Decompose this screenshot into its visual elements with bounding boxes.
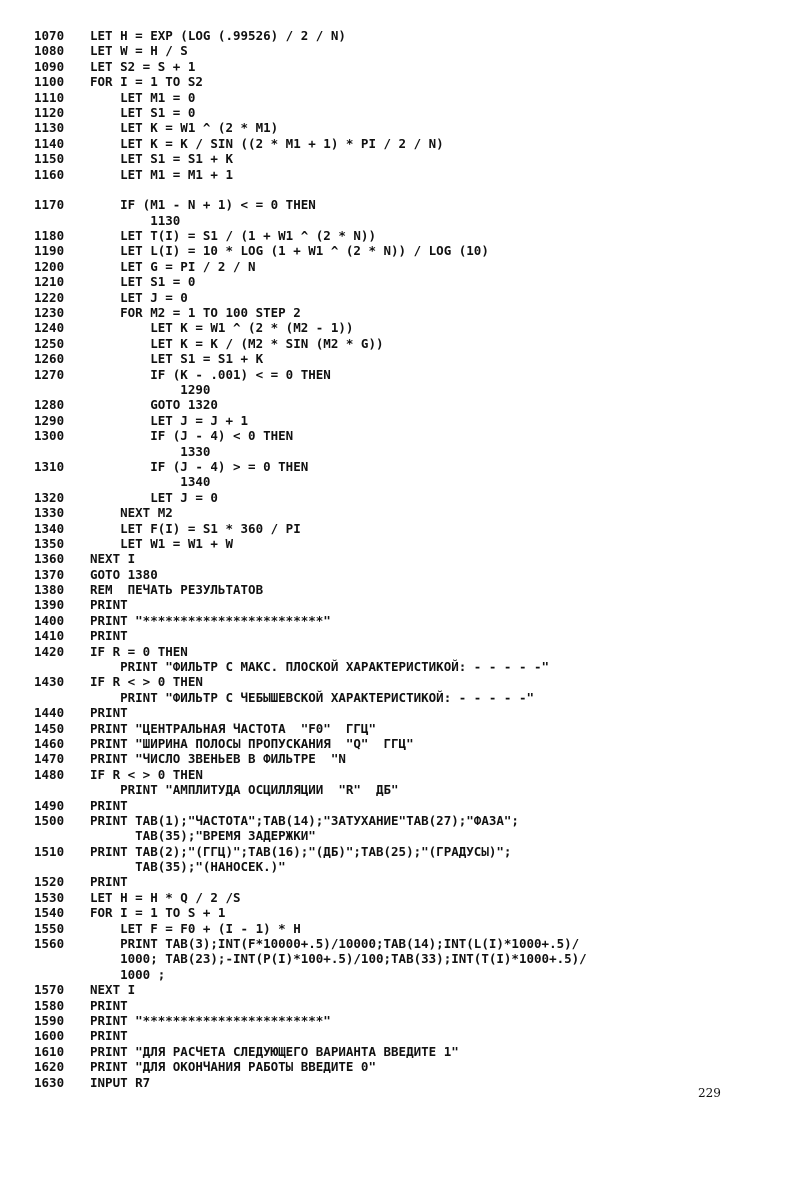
line-number: 1230 — [34, 305, 65, 321]
line-number: 1540 — [34, 905, 65, 921]
line-number: 1530 — [34, 889, 65, 905]
code-line — [34, 90, 774, 105]
line-number: 1400 — [34, 612, 65, 628]
code-line — [34, 982, 774, 997]
line-code: PRINT "************************" — [90, 612, 331, 628]
code-line — [34, 967, 774, 982]
code-line — [34, 444, 774, 459]
code-line — [34, 136, 774, 151]
line-code: INPUT R7 — [90, 1074, 151, 1090]
code-line — [34, 782, 774, 797]
line-number: 1380 — [34, 582, 65, 598]
code-line — [34, 551, 774, 566]
line-number: 1340 — [34, 520, 65, 536]
line-number: 1250 — [34, 335, 65, 351]
line-code: LET J = 0 — [90, 489, 218, 505]
line-code: IF R = 0 THEN — [90, 643, 188, 659]
line-code: IF R < > 0 THEN — [90, 766, 203, 782]
code-line — [34, 259, 774, 274]
code-line — [34, 382, 774, 397]
line-code: LET G = PI / 2 / N — [90, 258, 256, 274]
line-number: 1220 — [34, 289, 65, 305]
line-code: LET K = W1 ^ (2 * (M2 - 1)) — [90, 320, 354, 336]
code-line — [34, 413, 774, 428]
line-code: LET W = H / S — [90, 43, 188, 59]
line-number: 1310 — [34, 458, 65, 474]
page-number: 229 — [698, 1086, 721, 1100]
code-line — [34, 1028, 774, 1043]
code-line — [34, 859, 774, 874]
line-code: LET F = F0 + (I - 1) * H — [90, 920, 301, 936]
line-code: FOR I = 1 TO S2 — [90, 74, 203, 90]
line-number: 1370 — [34, 566, 65, 582]
line-code: PRINT "ДЛЯ РАСЧЕТА СЛЕДУЮЩЕГО ВАРИАНТА ВВЕДИТЕ 1" — [90, 1043, 459, 1059]
code-line — [34, 659, 774, 674]
line-number: 1330 — [34, 505, 65, 521]
line-number: 1300 — [34, 428, 65, 444]
line-code: LET T(I) = S1 / (1 + W1 ^ (2 * N)) — [90, 228, 376, 244]
line-code: PRINT "ШИРИНА ПОЛОСЫ ПРОПУСКАНИЯ "Q" ГГЦ" — [90, 735, 414, 751]
line-code: LET S1 = 0 — [90, 274, 196, 290]
line-number: 1160 — [34, 166, 65, 182]
code-line — [34, 228, 774, 243]
line-code: PRINT — [90, 597, 128, 613]
line-code: PRINT "ЧИСЛО ЗВЕНЬЕВ В ФИЛЬТРЕ "N — [90, 751, 346, 767]
code-line — [34, 936, 774, 951]
line-code: PRINT — [90, 874, 128, 890]
line-code: TAB(35);"(НАНОСЕК.)" — [90, 859, 286, 875]
code-line — [34, 613, 774, 628]
line-number: 1190 — [34, 243, 65, 259]
line-code: LET K = W1 ^ (2 * M1) — [90, 120, 279, 136]
code-line — [34, 536, 774, 551]
code-line — [34, 305, 774, 320]
line-code: LET W1 = W1 + W — [90, 535, 233, 551]
code-line — [34, 105, 774, 120]
line-code: PRINT — [90, 705, 128, 721]
code-line — [34, 320, 774, 335]
code-line — [34, 736, 774, 751]
code-line — [34, 905, 774, 920]
code-line — [34, 490, 774, 505]
line-number: 1210 — [34, 274, 65, 290]
code-line — [34, 167, 774, 182]
line-number: 1500 — [34, 812, 65, 828]
line-number: 1620 — [34, 1059, 65, 1075]
code-line — [34, 998, 774, 1013]
line-number: 1590 — [34, 1013, 65, 1028]
code-line — [34, 1044, 774, 1059]
line-number: 1490 — [34, 797, 65, 813]
line-code: NEXT I — [90, 551, 136, 567]
line-code: IF (K - .001) < = 0 THEN — [90, 366, 331, 382]
code-line — [34, 1059, 774, 1074]
code-line — [34, 120, 774, 135]
code-line — [34, 351, 774, 366]
line-code: PRINT TAB(1);"ЧАСТОТА";TAB(14);"ЗАТУХАНИЕ"TAB(27);"ФАЗА"; — [90, 812, 519, 828]
line-code: 1330 — [90, 443, 211, 459]
line-code: NEXT M2 — [90, 505, 173, 521]
code-line — [34, 674, 774, 689]
line-code: PRINT "ДЛЯ ОКОНЧАНИЯ РАБОТЫ ВВЕДИТЕ 0" — [90, 1059, 376, 1075]
basic-code-listing — [34, 28, 774, 1090]
code-line — [34, 521, 774, 536]
code-line — [34, 151, 774, 166]
code-line — [34, 705, 774, 720]
code-line — [34, 721, 774, 736]
line-number: 1150 — [34, 151, 65, 167]
line-code: IF (M1 - N + 1) < = 0 THEN — [90, 197, 316, 213]
line-number: 1460 — [34, 735, 65, 751]
line-number: 1290 — [34, 412, 65, 428]
line-code: LET H = H * Q / 2 /S — [90, 889, 241, 905]
line-number: 1110 — [34, 89, 65, 105]
line-code: PRINT "ФИЛЬТР С МАКС. ПЛОСКОЙ ХАРАКТЕРИСТИКОЙ: - - - - -" — [90, 659, 550, 675]
line-number: 1420 — [34, 643, 65, 659]
code-line — [34, 397, 774, 412]
line-number: 1270 — [34, 366, 65, 382]
line-code: PRINT "ФИЛЬТР С ЧЕБЫШЕВСКОЙ ХАРАКТЕРИСТИКОЙ: - - - - -" — [90, 689, 535, 705]
line-number: 1440 — [34, 705, 65, 721]
line-number: 1520 — [34, 874, 65, 890]
code-line — [34, 597, 774, 612]
line-number: 1350 — [34, 535, 65, 551]
code-line — [34, 474, 774, 489]
code-line — [34, 28, 774, 43]
code-line — [34, 459, 774, 474]
code-line — [34, 874, 774, 889]
code-line — [34, 951, 774, 966]
line-number: 1580 — [34, 997, 65, 1013]
line-number: 1430 — [34, 674, 65, 690]
line-code: 1130 — [90, 212, 181, 228]
code-line — [34, 582, 774, 597]
line-number: 1630 — [34, 1074, 65, 1090]
line-code: LET L(I) = 10 * LOG (1 + W1 ^ (2 * N)) / LOG (10) — [90, 243, 489, 259]
code-line — [34, 1075, 774, 1090]
line-code: LET S2 = S + 1 — [90, 58, 196, 74]
line-code: LET K = K / (M2 * SIN (M2 * G)) — [90, 335, 384, 351]
line-code: PRINT "ЦЕНТРАЛЬНАЯ ЧАСТОТА "F0" ГГЦ" — [90, 720, 376, 736]
line-code: PRINT TAB(2);"(ГГЦ)";TAB(16);"(ДБ)";TAB(25);"(ГРАДУСЫ)"; — [90, 843, 512, 859]
line-number: 1100 — [34, 74, 65, 90]
code-line — [34, 428, 774, 443]
code-line — [34, 767, 774, 782]
line-code: LET S1 = S1 + K — [90, 151, 233, 167]
code-line — [34, 290, 774, 305]
code-line — [34, 690, 774, 705]
line-number: 1180 — [34, 228, 65, 244]
line-code: PRINT "************************" — [90, 1013, 331, 1028]
code-line — [34, 74, 774, 89]
line-code: REM ПЕЧАТЬ РЕЗУЛЬТАТОВ — [90, 582, 264, 598]
line-code: FOR M2 = 1 TO 100 STEP 2 — [90, 305, 301, 321]
line-code: LET K = K / SIN ((2 * M1 + 1) * PI / 2 / N) — [90, 135, 444, 151]
code-line — [34, 59, 774, 74]
line-code: TAB(35);"ВРЕМЯ ЗАДЕРЖКИ" — [90, 828, 316, 844]
line-number: 1080 — [34, 43, 65, 59]
line-code: GOTO 1320 — [90, 397, 218, 413]
code-line — [34, 505, 774, 520]
line-code: IF (J - 4) > = 0 THEN — [90, 458, 309, 474]
code-line — [34, 274, 774, 289]
line-code: 1000 ; — [90, 966, 166, 982]
line-code: IF R < > 0 THEN — [90, 674, 203, 690]
line-code: 1000; TAB(23);-INT(P(I)*100+.5)/100;TAB(33);INT(T(I)*1000+.5)/ — [90, 951, 587, 967]
line-number: 1130 — [34, 120, 65, 136]
line-number: 1480 — [34, 766, 65, 782]
line-code: PRINT TAB(3);INT(F*10000+.5)/10000;TAB(14);INT(L(I)*1000+.5)/ — [90, 936, 580, 952]
line-number: 1410 — [34, 628, 65, 644]
line-number: 1140 — [34, 135, 65, 151]
line-code: LET M1 = M1 + 1 — [90, 166, 233, 182]
line-code: LET F(I) = S1 * 360 / PI — [90, 520, 301, 536]
code-line — [34, 798, 774, 813]
line-number: 1390 — [34, 597, 65, 613]
line-number: 1170 — [34, 197, 65, 213]
line-code: FOR I = 1 TO S + 1 — [90, 905, 226, 921]
line-code: PRINT — [90, 997, 128, 1013]
code-line — [34, 367, 774, 382]
code-line — [34, 844, 774, 859]
code-line — [34, 213, 774, 228]
code-line — [34, 1013, 774, 1028]
line-code: LET M1 = 0 — [90, 89, 196, 105]
line-number: 1070 — [34, 28, 65, 43]
code-line — [34, 921, 774, 936]
line-number: 1200 — [34, 258, 65, 274]
line-number: 1320 — [34, 489, 65, 505]
code-line — [34, 644, 774, 659]
code-line — [34, 751, 774, 766]
code-line — [34, 243, 774, 258]
code-line — [34, 828, 774, 843]
line-number: 1090 — [34, 58, 65, 74]
line-number: 1570 — [34, 982, 65, 998]
line-code: PRINT — [90, 797, 128, 813]
line-number: 1280 — [34, 397, 65, 413]
line-code: 1290 — [90, 381, 211, 397]
line-number: 1470 — [34, 751, 65, 767]
code-line — [34, 336, 774, 351]
line-code: IF (J - 4) < 0 THEN — [90, 428, 294, 444]
code-line — [34, 813, 774, 828]
line-number: 1610 — [34, 1043, 65, 1059]
line-code: NEXT I — [90, 982, 136, 998]
line-code: LET S1 = S1 + K — [90, 351, 264, 367]
code-line — [34, 890, 774, 905]
code-line — [34, 567, 774, 582]
line-code: PRINT — [90, 1028, 128, 1044]
line-code: PRINT "АМПЛИТУДА ОСЦИЛЛЯЦИИ "R" ДБ" — [90, 782, 399, 798]
line-number: 1240 — [34, 320, 65, 336]
line-code: GOTO 1380 — [90, 566, 158, 582]
line-number: 1260 — [34, 351, 65, 367]
line-number: 1600 — [34, 1028, 65, 1044]
line-code: 1340 — [90, 474, 211, 490]
code-line — [34, 43, 774, 58]
line-number: 1510 — [34, 843, 65, 859]
line-number: 1120 — [34, 104, 65, 120]
line-code: PRINT — [90, 628, 128, 644]
line-number: 1360 — [34, 551, 65, 567]
line-number: 1560 — [34, 936, 65, 952]
line-number: 1550 — [34, 920, 65, 936]
code-line — [34, 182, 774, 197]
line-code: LET J = J + 1 — [90, 412, 249, 428]
line-number: 1450 — [34, 720, 65, 736]
line-code: LET S1 = 0 — [90, 104, 196, 120]
code-line — [34, 197, 774, 212]
line-code: LET J = 0 — [90, 289, 188, 305]
code-line — [34, 628, 774, 643]
line-code: LET H = EXP (LOG (.99526) / 2 / N) — [90, 28, 346, 43]
